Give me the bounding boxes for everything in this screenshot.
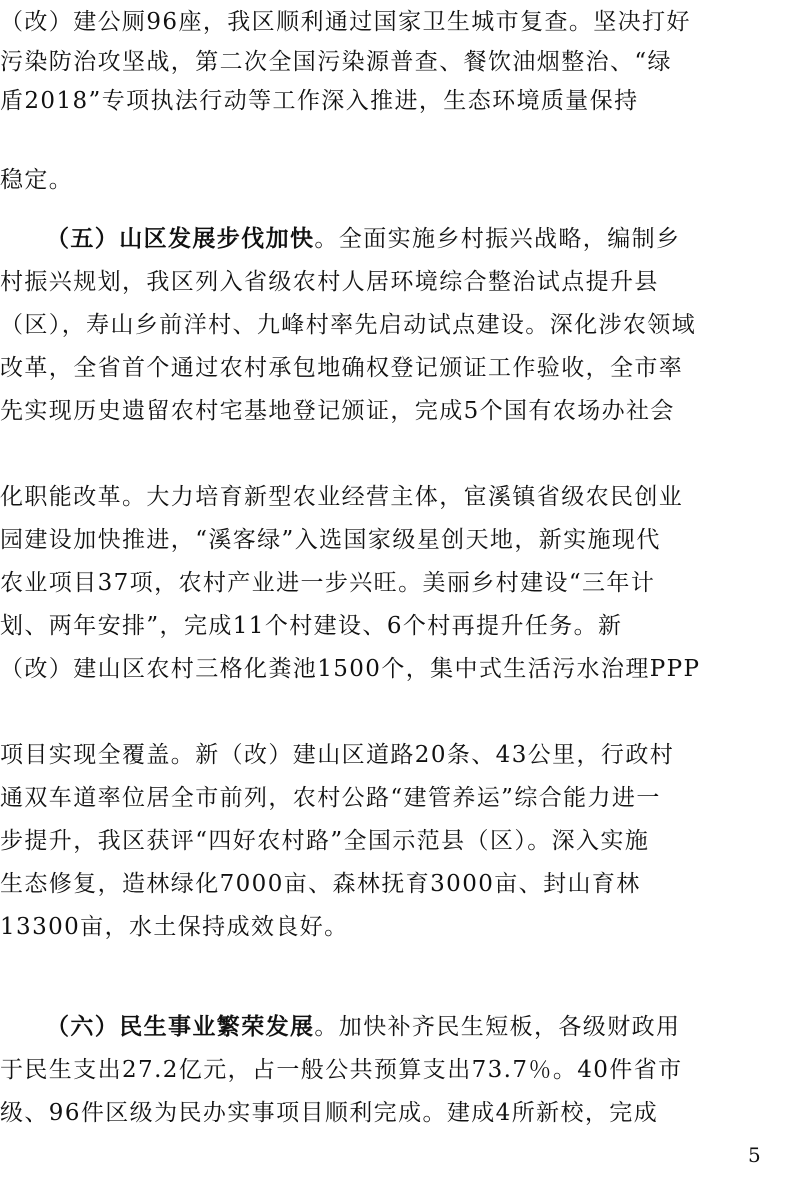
- text-segment: 。加快补齐民生短板，各级财政用: [314, 1014, 681, 1040]
- text-line: 园建设加快推进，“溪客绿”入选国家级星创天地，新实施现代: [0, 527, 661, 553]
- text-line: 步提升，我区获评“四好农村路”全国示范县（区）。深入实施: [0, 828, 650, 854]
- text-line: [46, 219, 800, 259]
- text-line: 通双车道率位居全市前列，农村公路“建管养运”综合能力进一: [0, 785, 661, 811]
- text-line: 化职能改革。大力培育新型农业经营主体，宦溪镇省级农民创业: [0, 484, 684, 510]
- text-line: 级、96件区级为民办实事项目顺利完成。建成4所新校，完成: [0, 1100, 659, 1126]
- text-line: 项目实现全覆盖。新（改）建山区道路20条、43公里，行政村: [0, 742, 675, 768]
- text-line: 村振兴规划，我区列入省级农村人居环境综合整治试点提升县: [0, 269, 659, 295]
- text-line: 农业项目37项，农村产业进一步兴旺。美丽乡村建设“三年计: [0, 570, 656, 596]
- text-line: （改）建公厕96座，我区顺利通过国家卫生城市复查。坚决打好: [0, 9, 691, 35]
- text-line: 稳定。: [0, 167, 74, 193]
- section-heading: （六）民生事业繁荣发展: [46, 1013, 315, 1040]
- text-line: 13300亩，水土保持成效良好。: [0, 914, 349, 940]
- text-line: 划、两年安排”，完成11个村建设、6个村再提升任务。新: [0, 613, 623, 639]
- page-number: 5: [748, 1143, 761, 1167]
- text-line: [46, 1007, 800, 1047]
- text-line: 生态修复，造林绿化7000亩、森林抚育3000亩、封山育林: [0, 871, 641, 897]
- text-line: 盾2018”专项执法行动等工作深入推进，生态环境质量保持: [0, 88, 639, 114]
- text-segment: 。全面实施乡村振兴战略，编制乡: [314, 226, 681, 252]
- text-line: （改）建山区农村三格化粪池1500个，集中式生活污水治理PPP: [0, 656, 701, 682]
- text-line: 先实现历史遗留农村宅基地登记颁证，完成5个国有农场办社会: [0, 398, 675, 424]
- text-line: （区），寿山乡前洋村、九峰村率先启动试点建设。深化涉农领域: [0, 312, 697, 338]
- text-line: 污染防治攻坚战，第二次全国污染源普查、餐饮油烟整治、“绿: [0, 49, 672, 75]
- text-line: 改革，全省首个通过农村承包地确权登记颁证工作验收，全市率: [0, 355, 684, 381]
- section-heading: （五）山区发展步伐加快: [46, 225, 315, 252]
- text-line: 于民生支出27.2亿元，占一般公共预算支出73.7％。40件省市: [0, 1057, 683, 1083]
